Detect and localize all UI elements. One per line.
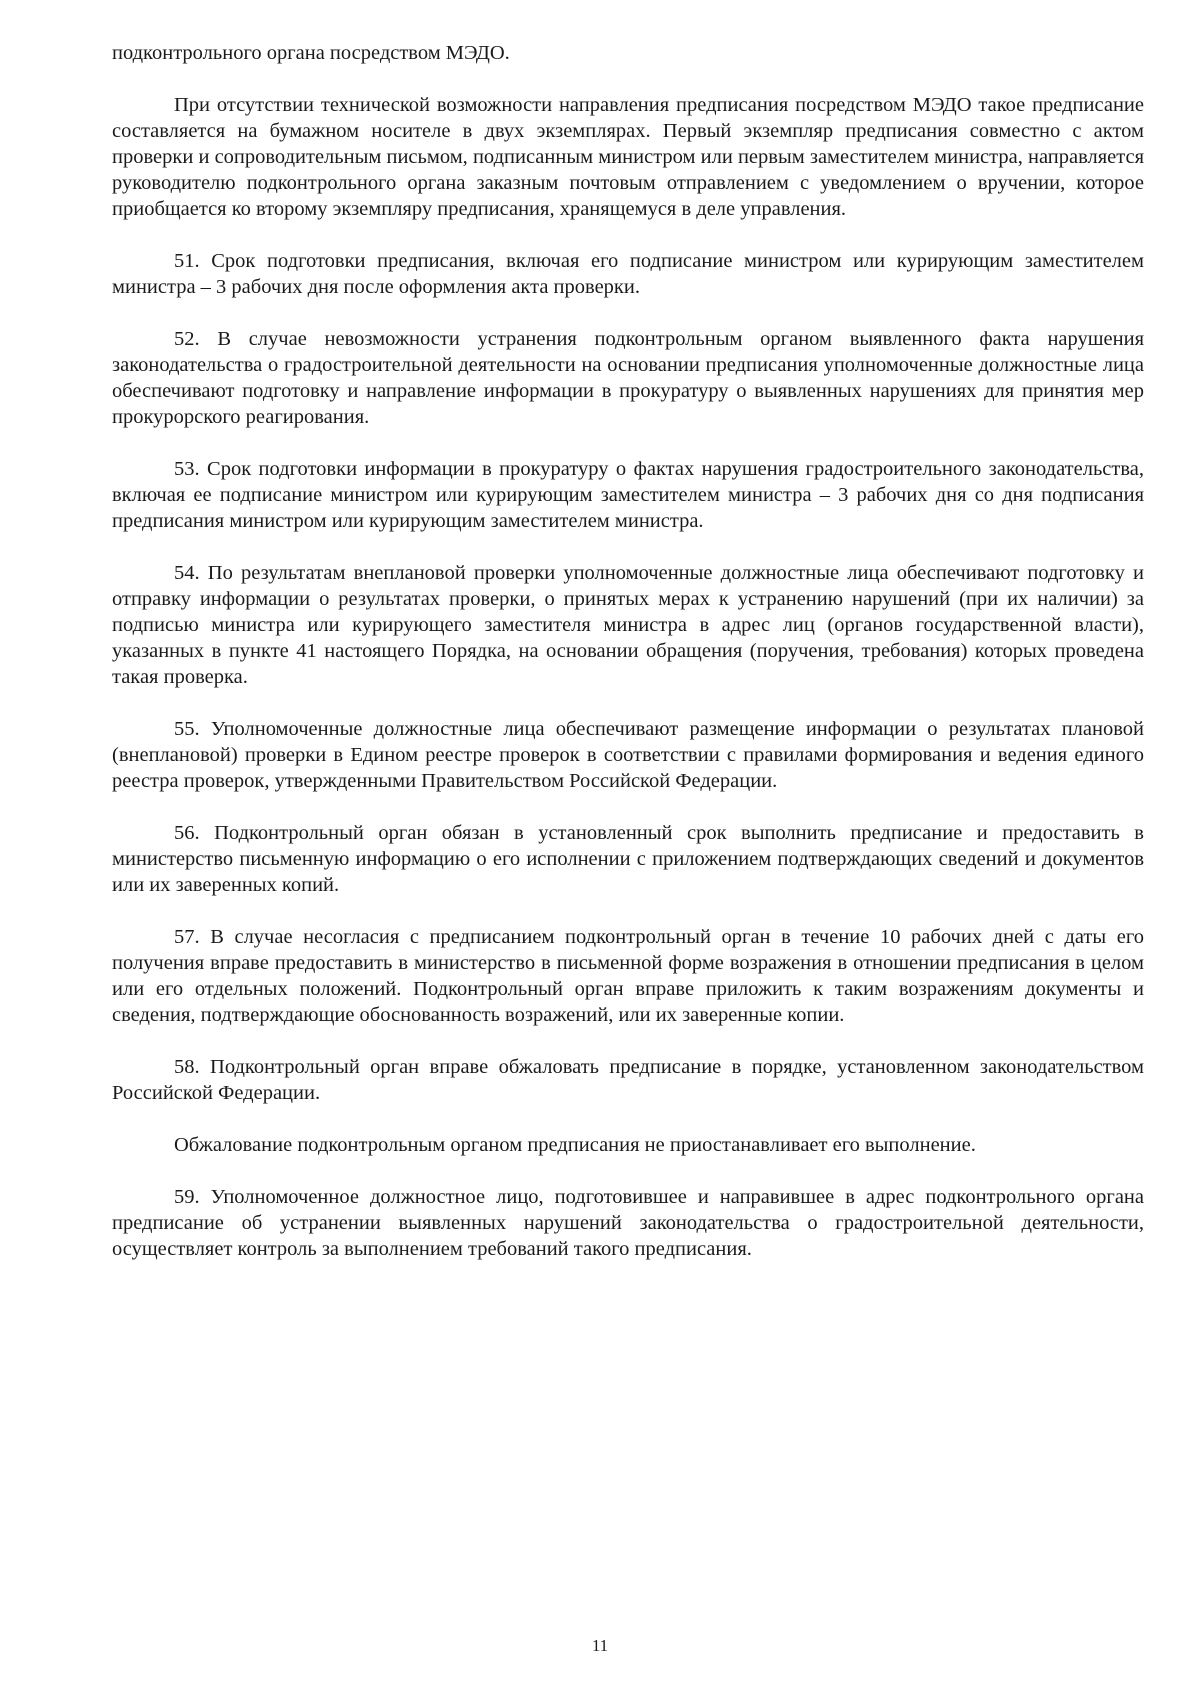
paragraph-54: 54. По результатам внеплановой проверки уполномоченные должностные лица обеспечивают подготовку и отправку информации о результатах проверки, о принятых мерах к устранению нарушений (при их наличии) за подписью министра или курирующего заместителя министра в адрес лиц (органов государственной власти), указанных в пункте 41 настоящего Порядка, на основании обращения (поручения, требования) которых проведена такая проверка.: [112, 562, 1144, 688]
paragraph-52: 52. В случае невозможности устранения подконтрольным органом выявленного факта нарушения законодательства о градостроительной деятельности на основании предписания уполномоченные должностные лица обеспечивают подготовку и направление информации в прокуратуру о выявленных нарушениях для принятия мер прокурорского реагирования.: [112, 328, 1144, 428]
paragraph-58: 58. Подконтрольный орган вправе обжаловать предписание в порядке, установленном законодательством Российской Федерации.: [112, 1056, 1144, 1104]
paragraph-56: 56. Подконтрольный орган обязан в установленный срок выполнить предписание и предоставить в министерство письменную информацию о его исполнении с приложением подтверждающих сведений и документов или их заверенных копий.: [112, 822, 1144, 896]
paragraph-57: 57. В случае несогласия с предписанием подконтрольный орган в течение 10 рабочих дней с даты его получения вправе предоставить в министерство в письменной форме возражения в отношении предписания в целом или его отдельных положений. Подконтрольный орган вправе приложить к таким возражениям документы и сведения, подтверждающие обоснованность возражений, или их заверенные копии.: [112, 926, 1144, 1026]
paragraph-appeal: Обжалование подконтрольным органом предписания не приостанавливает его выполнение.: [174, 1134, 976, 1156]
paragraph-51: 51. Срок подготовки предписания, включая его подписание министром или курирующим заместителем министра – 3 рабочих дня после оформления акта проверки.: [112, 250, 1144, 298]
paragraph-55: 55. Уполномоченные должностные лица обеспечивают размещение информации о результатах плановой (внеплановой) проверки в Едином реестре проверок в соответствии с правилами формирования и ведения единого реестра проверок, утвержденными Правительством Российской Федерации.: [112, 718, 1144, 792]
paragraph-no-medo: При отсутствии технической возможности направления предписания посредством МЭДО такое предписание составляется на бумажном носителе в двух экземплярах. Первый экземпляр предписания совместно с актом проверки и сопроводительным письмом, подписанным министром или первым заместителем министра, направляется руководителю подконтрольного органа заказным почтовым отправлением с уведомлением о вручении, которое приобщается ко второму экземпляру предписания, хранящемуся в деле управления.: [112, 94, 1144, 220]
paragraph-53: 53. Срок подготовки информации в прокуратуру о фактах нарушения градостроительного законодательства, включая ее подписание министром или курирующим заместителем министра – 3 рабочих дня со дня подписания предписания министром или курирующим заместителем министра.: [112, 458, 1144, 532]
paragraph-59: 59. Уполномоченное должностное лицо, подготовившее и направившее в адрес подконтрольного органа предписание об устранении выявленных нарушений законодательства о градостроительной деятельности, осуществляет контроль за выполнением требований такого предписания.: [112, 1186, 1144, 1260]
paragraph-continuation: подконтрольного органа посредством МЭДО.: [112, 42, 510, 64]
page-number: 11: [591, 1636, 609, 1655]
document-body: [112, 40, 1144, 1262]
